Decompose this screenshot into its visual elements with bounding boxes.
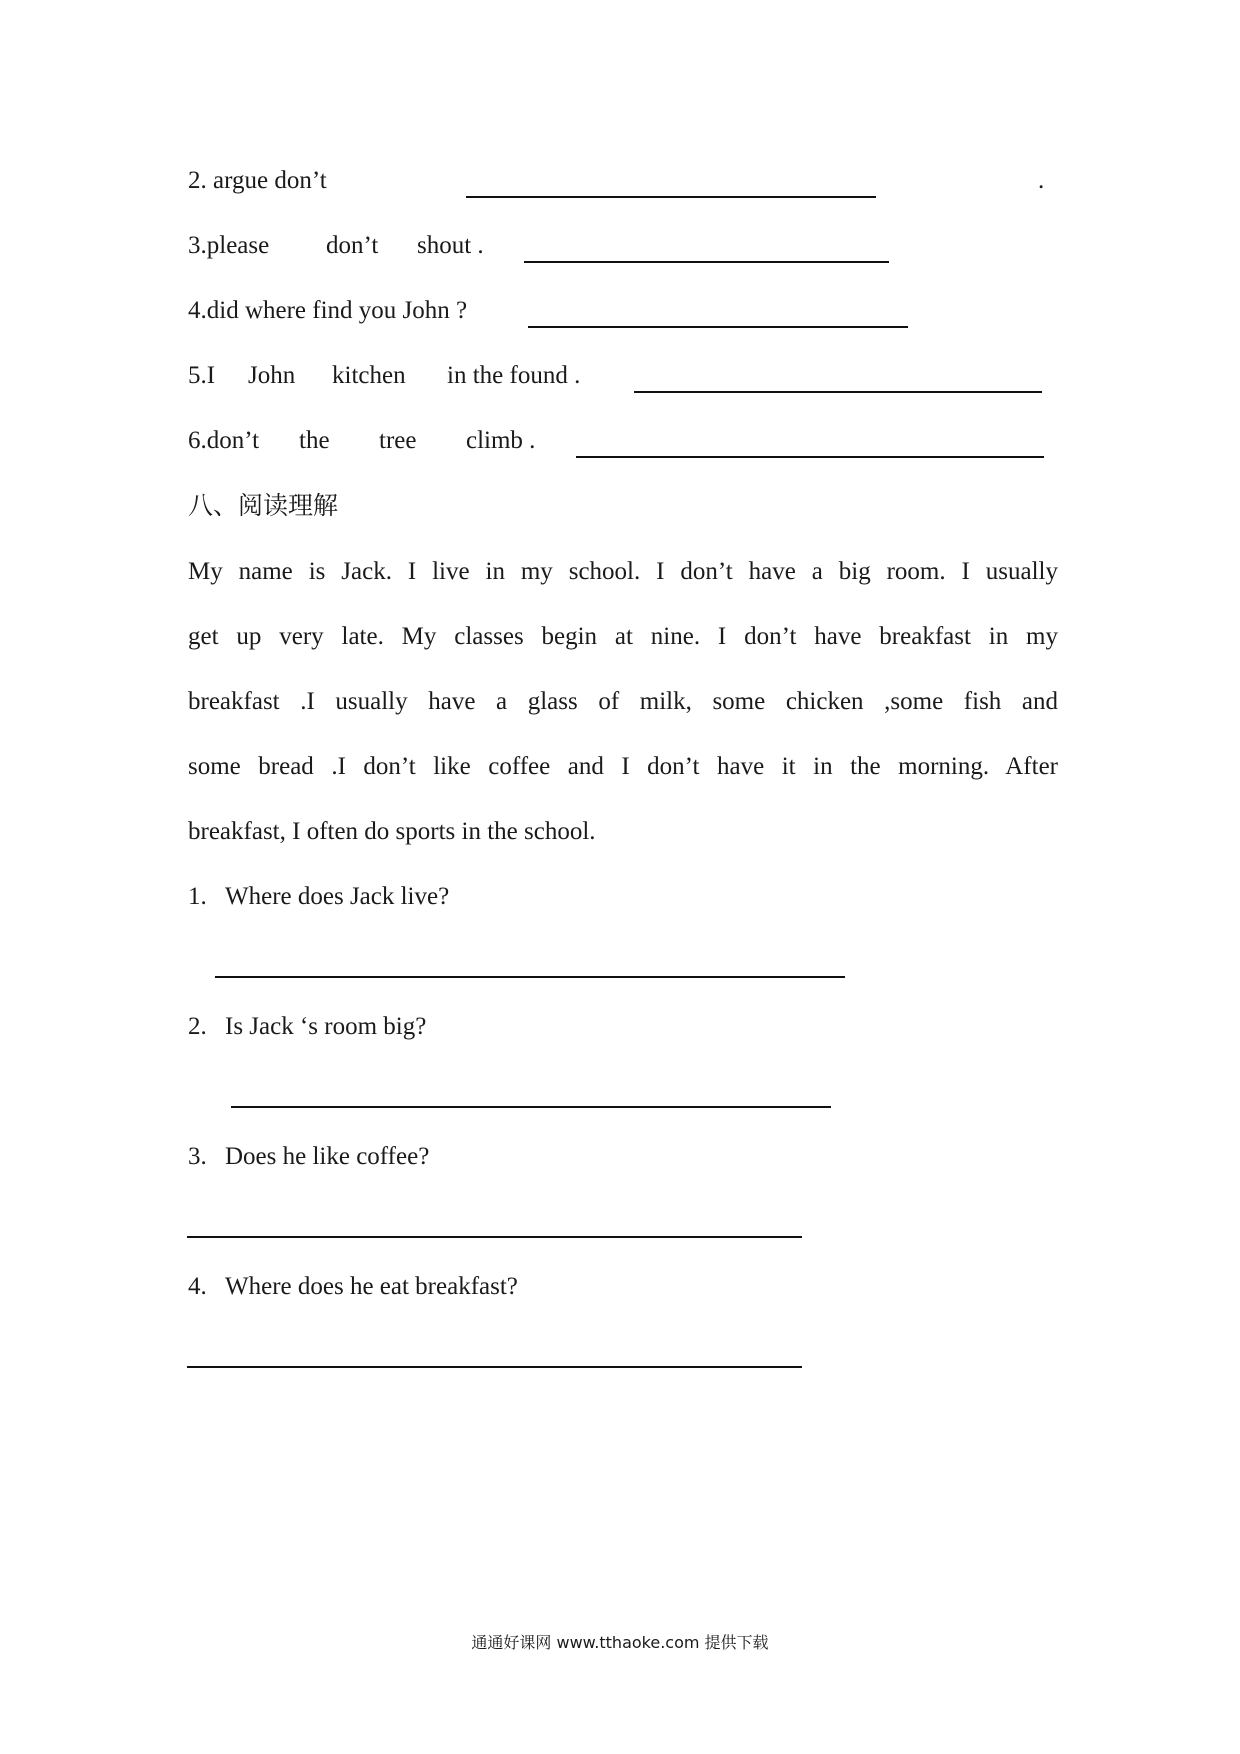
question-number: 1. xyxy=(188,883,207,910)
section-heading: 八、阅读理解 xyxy=(188,493,339,520)
passage-line: breakfast, I often do sports in the school. xyxy=(188,818,596,845)
answer-line-reorder-4 xyxy=(528,326,908,328)
question-text: Where does he eat breakfast? xyxy=(225,1273,518,1300)
question-number: 2. xyxy=(188,1013,207,1040)
question-text: Where does Jack live? xyxy=(225,883,450,910)
reorder-item-4: 4.did where find you John ? xyxy=(188,297,468,324)
answer-line-reorder-3 xyxy=(524,261,889,263)
answer-line-question-1 xyxy=(215,976,845,978)
reorder-item-6-word: climb . xyxy=(466,427,536,454)
reorder-item-6-word: 6.don’t xyxy=(188,427,260,454)
answer-line-question-2 xyxy=(231,1106,831,1108)
question-text: Does he like coffee? xyxy=(225,1143,430,1170)
reorder-item-5-word: 5.I xyxy=(188,362,216,389)
reorder-item-5-word: in the found . xyxy=(447,362,581,389)
passage-line: some bread .I don’t like coffee and I don’t have it in the morning. After xyxy=(188,753,1058,780)
reorder-item-6-word: tree xyxy=(379,427,417,454)
reorder-item-3-word: 3.please xyxy=(188,232,270,259)
reorder-item-5-word: John xyxy=(248,362,296,389)
passage-line: My name is Jack. I live in my school. I don’t have a big room. I usually xyxy=(188,558,1058,585)
question-text: Is Jack ‘s room big? xyxy=(225,1013,427,1040)
reorder-item-5-word: kitchen xyxy=(332,362,406,389)
reorder-item-3-word: don’t xyxy=(326,232,379,259)
passage-line: get up very late. My classes begin at nine. I don’t have breakfast in my xyxy=(188,623,1058,650)
footer-credit: 通通好课网 www.tthaoke.com 提供下载 xyxy=(471,1633,769,1652)
answer-line-reorder-6 xyxy=(576,456,1044,458)
answer-line-question-4 xyxy=(187,1366,802,1368)
answer-line-reorder-2 xyxy=(466,196,876,198)
question-number: 4. xyxy=(188,1273,207,1300)
reorder-item-2: 2. argue don’t xyxy=(188,167,327,194)
answer-line-question-3 xyxy=(187,1236,802,1238)
reorder-item-3-word: shout . xyxy=(417,232,484,259)
answer-line-reorder-5 xyxy=(634,391,1042,393)
passage-line: breakfast .I usually have a glass of milk, some chicken ,some fish and xyxy=(188,688,1058,715)
question-number: 3. xyxy=(188,1143,207,1170)
reorder-item-2-period: . xyxy=(1038,167,1045,194)
reorder-item-6-word: the xyxy=(299,427,330,454)
